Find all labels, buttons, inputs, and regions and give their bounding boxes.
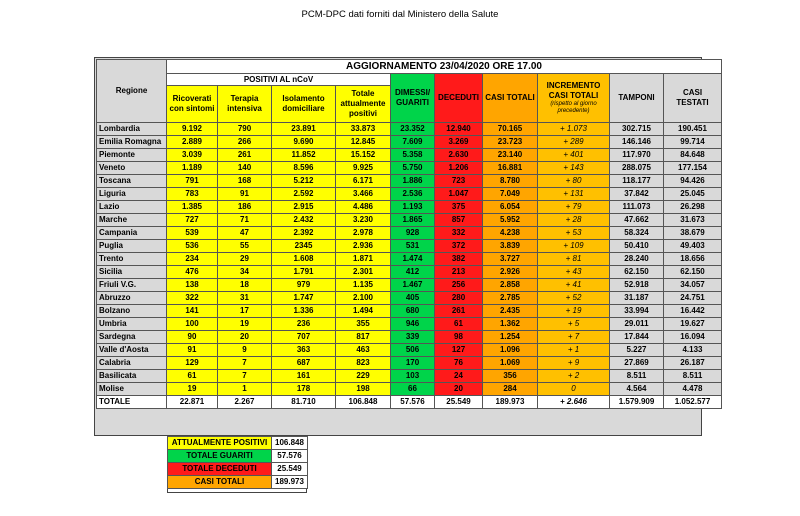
cell-isolamento: 178 <box>272 383 336 396</box>
table-row <box>97 253 722 266</box>
cell-isolamento: 979 <box>272 279 336 292</box>
cell-isolamento: 1.791 <box>272 266 336 279</box>
cell-terapia: 266 <box>218 136 272 149</box>
cell-tamponi: 4.564 <box>610 383 664 396</box>
cell-totale: 198 <box>336 383 391 396</box>
cell-ricoverati: 791 <box>167 175 218 188</box>
cell-totale: 2.978 <box>336 227 391 240</box>
cell-incremento: + 53 <box>538 227 610 240</box>
cell-dimessi: 1.886 <box>391 175 435 188</box>
cell-isolamento: 236 <box>272 318 336 331</box>
table-row <box>97 266 722 279</box>
table-row <box>97 305 722 318</box>
total-row <box>97 396 722 409</box>
summary-value: 25.549 <box>272 463 308 476</box>
cell-tamponi: 302.715 <box>610 123 664 136</box>
cell-isolamento: 2.592 <box>272 188 336 201</box>
total-testati: 1.052.577 <box>664 396 722 409</box>
cell-incremento: + 79 <box>538 201 610 214</box>
cell-testati: 94.426 <box>664 175 722 188</box>
cell-dimessi: 23.352 <box>391 123 435 136</box>
cell-deceduti: 2.630 <box>435 149 483 162</box>
cell-isolamento: 2345 <box>272 240 336 253</box>
table-row <box>97 240 722 253</box>
cell-terapia: 1 <box>218 383 272 396</box>
total-isolamento: 81.710 <box>272 396 336 409</box>
cell-regione: Liguria <box>97 188 167 201</box>
cell-dimessi: 506 <box>391 344 435 357</box>
cell-dimessi: 1.193 <box>391 201 435 214</box>
cell-casi: 3.727 <box>483 253 538 266</box>
cell-isolamento: 1.608 <box>272 253 336 266</box>
cell-totale: 3.230 <box>336 214 391 227</box>
cell-isolamento: 707 <box>272 331 336 344</box>
cell-totale: 6.171 <box>336 175 391 188</box>
cell-regione: Veneto <box>97 162 167 175</box>
cell-ricoverati: 476 <box>167 266 218 279</box>
cell-casi: 4.238 <box>483 227 538 240</box>
header-tamponi: TAMPONI <box>610 74 664 123</box>
cell-ricoverati: 61 <box>167 370 218 383</box>
cell-dimessi: 405 <box>391 292 435 305</box>
header-dimessi: DIMESSI/ GUARITI <box>391 74 435 123</box>
cell-ricoverati: 783 <box>167 188 218 201</box>
cell-casi: 1.254 <box>483 331 538 344</box>
header-positivi-group: POSITIVI AL nCoV <box>167 74 391 86</box>
cell-totale: 1.871 <box>336 253 391 266</box>
cell-terapia: 19 <box>218 318 272 331</box>
cell-totale: 15.152 <box>336 149 391 162</box>
cell-dimessi: 1.865 <box>391 214 435 227</box>
cell-incremento: + 401 <box>538 149 610 162</box>
cell-ricoverati: 9.192 <box>167 123 218 136</box>
cell-tamponi: 117.970 <box>610 149 664 162</box>
summary-value: 189.973 <box>272 476 308 489</box>
header-regione: Regione <box>97 60 167 123</box>
summary-row <box>168 437 308 450</box>
cell-dimessi: 531 <box>391 240 435 253</box>
cell-tamponi: 118.177 <box>610 175 664 188</box>
cell-dimessi: 7.609 <box>391 136 435 149</box>
total-ricoverati: 22.871 <box>167 396 218 409</box>
header-isolamento: Isolamento domiciliare <box>272 86 336 123</box>
cell-dimessi: 2.536 <box>391 188 435 201</box>
cell-tamponi: 5.227 <box>610 344 664 357</box>
total-casi: 189.973 <box>483 396 538 409</box>
cell-totale: 2.936 <box>336 240 391 253</box>
cell-tamponi: 288.075 <box>610 162 664 175</box>
cell-casi: 70.165 <box>483 123 538 136</box>
cell-dimessi: 928 <box>391 227 435 240</box>
cell-dimessi: 5.750 <box>391 162 435 175</box>
cell-deceduti: 857 <box>435 214 483 227</box>
total-tamponi: 1.579.909 <box>610 396 664 409</box>
cell-regione: Molise <box>97 383 167 396</box>
cell-isolamento: 8.596 <box>272 162 336 175</box>
cell-regione: Sicilia <box>97 266 167 279</box>
cell-totale: 817 <box>336 331 391 344</box>
cell-tamponi: 33.994 <box>610 305 664 318</box>
cell-dimessi: 103 <box>391 370 435 383</box>
cell-incremento: + 1 <box>538 344 610 357</box>
cell-terapia: 261 <box>218 149 272 162</box>
cell-incremento: + 143 <box>538 162 610 175</box>
cell-testati: 18.656 <box>664 253 722 266</box>
cell-testati: 26.298 <box>664 201 722 214</box>
cell-testati: 19.627 <box>664 318 722 331</box>
cell-deceduti: 375 <box>435 201 483 214</box>
cell-incremento: + 109 <box>538 240 610 253</box>
total-totale: 106.848 <box>336 396 391 409</box>
cell-deceduti: 261 <box>435 305 483 318</box>
cell-deceduti: 1.047 <box>435 188 483 201</box>
cell-testati: 16.442 <box>664 305 722 318</box>
cell-deceduti: 61 <box>435 318 483 331</box>
table-row <box>97 331 722 344</box>
cell-regione: Calabria <box>97 357 167 370</box>
cell-terapia: 91 <box>218 188 272 201</box>
cell-terapia: 790 <box>218 123 272 136</box>
cell-testati: 34.057 <box>664 279 722 292</box>
cell-dimessi: 339 <box>391 331 435 344</box>
cell-regione: Valle d'Aosta <box>97 344 167 357</box>
cell-terapia: 71 <box>218 214 272 227</box>
cell-regione: Piemonte <box>97 149 167 162</box>
summary-row <box>168 476 308 489</box>
cell-casi: 356 <box>483 370 538 383</box>
cell-totale: 463 <box>336 344 391 357</box>
cell-totale: 12.845 <box>336 136 391 149</box>
total-deceduti: 25.549 <box>435 396 483 409</box>
table-row <box>97 214 722 227</box>
cell-tamponi: 47.662 <box>610 214 664 227</box>
cell-totale: 2.100 <box>336 292 391 305</box>
cell-totale: 1.494 <box>336 305 391 318</box>
cell-terapia: 168 <box>218 175 272 188</box>
table-row <box>97 344 722 357</box>
table-row <box>97 201 722 214</box>
cell-ricoverati: 100 <box>167 318 218 331</box>
cell-incremento: + 28 <box>538 214 610 227</box>
cell-regione: Lazio <box>97 201 167 214</box>
cell-regione: Lombardia <box>97 123 167 136</box>
cell-incremento: + 9 <box>538 357 610 370</box>
table-row <box>97 123 722 136</box>
cell-casi: 1.362 <box>483 318 538 331</box>
cell-terapia: 18 <box>218 279 272 292</box>
total-incremento: + 2.646 <box>538 396 610 409</box>
table-row <box>97 162 722 175</box>
cell-tamponi: 50.410 <box>610 240 664 253</box>
cell-casi: 16.881 <box>483 162 538 175</box>
cell-regione: Umbria <box>97 318 167 331</box>
cell-tamponi: 146.146 <box>610 136 664 149</box>
header-incremento-label: INCREMENTO CASI TOTALI <box>546 81 601 100</box>
cell-incremento: + 52 <box>538 292 610 305</box>
cell-totale: 229 <box>336 370 391 383</box>
cell-terapia: 140 <box>218 162 272 175</box>
cell-tamponi: 28.240 <box>610 253 664 266</box>
table-row <box>97 279 722 292</box>
header-terapia: Terapia intensiva <box>218 86 272 123</box>
cell-incremento: + 131 <box>538 188 610 201</box>
summary-row <box>168 463 308 476</box>
cell-ricoverati: 322 <box>167 292 218 305</box>
summary-row <box>168 450 308 463</box>
cell-ricoverati: 1.385 <box>167 201 218 214</box>
covid-data-table <box>96 59 722 409</box>
cell-ricoverati: 91 <box>167 344 218 357</box>
cell-tamponi: 62.150 <box>610 266 664 279</box>
header-casi-testati: CASI TESTATI <box>664 74 722 123</box>
cell-deceduti: 280 <box>435 292 483 305</box>
cell-isolamento: 9.690 <box>272 136 336 149</box>
cell-testati: 26.187 <box>664 357 722 370</box>
cell-ricoverati: 2.889 <box>167 136 218 149</box>
header-incremento-sub: (rispetto al giorno precedente) <box>550 101 597 114</box>
cell-terapia: 7 <box>218 357 272 370</box>
cell-incremento: + 80 <box>538 175 610 188</box>
cell-testati: 31.673 <box>664 214 722 227</box>
cell-isolamento: 687 <box>272 357 336 370</box>
header-incremento <box>538 74 610 123</box>
cell-tamponi: 29.011 <box>610 318 664 331</box>
cell-terapia: 34 <box>218 266 272 279</box>
cell-ricoverati: 727 <box>167 214 218 227</box>
cell-ricoverati: 19 <box>167 383 218 396</box>
cell-ricoverati: 3.039 <box>167 149 218 162</box>
cell-testati: 84.648 <box>664 149 722 162</box>
cell-testati: 4.133 <box>664 344 722 357</box>
table-row <box>97 292 722 305</box>
cell-incremento: + 19 <box>538 305 610 318</box>
cell-terapia: 186 <box>218 201 272 214</box>
cell-deceduti: 382 <box>435 253 483 266</box>
cell-regione: Campania <box>97 227 167 240</box>
page-title: PCM-DPC dati forniti dal Ministero della Salute <box>301 9 499 20</box>
cell-testati: 8.511 <box>664 370 722 383</box>
total-terapia: 2.267 <box>218 396 272 409</box>
cell-terapia: 31 <box>218 292 272 305</box>
cell-deceduti: 372 <box>435 240 483 253</box>
cell-deceduti: 256 <box>435 279 483 292</box>
cell-isolamento: 11.852 <box>272 149 336 162</box>
cell-deceduti: 213 <box>435 266 483 279</box>
cell-dimessi: 680 <box>391 305 435 318</box>
cell-terapia: 17 <box>218 305 272 318</box>
cell-dimessi: 5.358 <box>391 149 435 162</box>
summary-label: TOTALE DECEDUTI <box>168 463 272 476</box>
cell-deceduti: 332 <box>435 227 483 240</box>
cell-terapia: 29 <box>218 253 272 266</box>
cell-testati: 25.045 <box>664 188 722 201</box>
cell-incremento: + 289 <box>538 136 610 149</box>
cell-regione: Abruzzo <box>97 292 167 305</box>
header-ricoverati: Ricoverati con sintomi <box>167 86 218 123</box>
cell-tamponi: 58.324 <box>610 227 664 240</box>
summary-label: TOTALE GUARITI <box>168 450 272 463</box>
total-regione: TOTALE <box>97 396 167 409</box>
cell-deceduti: 98 <box>435 331 483 344</box>
cell-isolamento: 1.336 <box>272 305 336 318</box>
cell-casi: 6.054 <box>483 201 538 214</box>
cell-terapia: 7 <box>218 370 272 383</box>
cell-incremento: + 41 <box>538 279 610 292</box>
cell-regione: Marche <box>97 214 167 227</box>
cell-casi: 5.952 <box>483 214 538 227</box>
cell-deceduti: 1.206 <box>435 162 483 175</box>
cell-ricoverati: 539 <box>167 227 218 240</box>
cell-casi: 3.839 <box>483 240 538 253</box>
cell-isolamento: 1.747 <box>272 292 336 305</box>
cell-deceduti: 127 <box>435 344 483 357</box>
cell-regione: Bolzano <box>97 305 167 318</box>
cell-regione: Trento <box>97 253 167 266</box>
summary-label: CASI TOTALI <box>168 476 272 489</box>
cell-tamponi: 52.918 <box>610 279 664 292</box>
cell-totale: 9.925 <box>336 162 391 175</box>
cell-testati: 16.094 <box>664 331 722 344</box>
cell-testati: 38.679 <box>664 227 722 240</box>
table-row <box>97 149 722 162</box>
cell-deceduti: 20 <box>435 383 483 396</box>
cell-dimessi: 1.474 <box>391 253 435 266</box>
cell-incremento: + 2 <box>538 370 610 383</box>
cell-incremento: + 81 <box>538 253 610 266</box>
cell-tamponi: 111.073 <box>610 201 664 214</box>
table-row <box>97 136 722 149</box>
cell-ricoverati: 141 <box>167 305 218 318</box>
cell-isolamento: 23.891 <box>272 123 336 136</box>
cell-totale: 4.486 <box>336 201 391 214</box>
header-deceduti: DECEDUTI <box>435 74 483 123</box>
cell-incremento: 0 <box>538 383 610 396</box>
cell-totale: 823 <box>336 357 391 370</box>
cell-totale: 2.301 <box>336 266 391 279</box>
table-row <box>97 227 722 240</box>
cell-casi: 284 <box>483 383 538 396</box>
cell-casi: 8.780 <box>483 175 538 188</box>
header-totale-positivi: Totale attualmente positivi <box>336 86 391 123</box>
table-row <box>97 370 722 383</box>
cell-regione: Sardegna <box>97 331 167 344</box>
cell-dimessi: 1.467 <box>391 279 435 292</box>
cell-terapia: 55 <box>218 240 272 253</box>
cell-testati: 99.714 <box>664 136 722 149</box>
cell-ricoverati: 234 <box>167 253 218 266</box>
cell-totale: 1.135 <box>336 279 391 292</box>
cell-ricoverati: 129 <box>167 357 218 370</box>
table-row <box>97 175 722 188</box>
cell-casi: 2.926 <box>483 266 538 279</box>
cell-deceduti: 3.269 <box>435 136 483 149</box>
cell-tamponi: 37.842 <box>610 188 664 201</box>
cell-isolamento: 2.915 <box>272 201 336 214</box>
cell-casi: 2.858 <box>483 279 538 292</box>
cell-casi: 7.049 <box>483 188 538 201</box>
summary-label: ATTUALMENTE POSITIVI <box>168 437 272 450</box>
cell-ricoverati: 90 <box>167 331 218 344</box>
table-row <box>97 357 722 370</box>
table-row <box>97 188 722 201</box>
cell-terapia: 20 <box>218 331 272 344</box>
cell-dimessi: 66 <box>391 383 435 396</box>
summary-value: 57.576 <box>272 450 308 463</box>
cell-incremento: + 43 <box>538 266 610 279</box>
cell-testati: 49.403 <box>664 240 722 253</box>
cell-tamponi: 8.511 <box>610 370 664 383</box>
cell-testati: 62.150 <box>664 266 722 279</box>
cell-testati: 177.154 <box>664 162 722 175</box>
cell-regione: Emilia Romagna <box>97 136 167 149</box>
cell-deceduti: 24 <box>435 370 483 383</box>
cell-regione: Puglia <box>97 240 167 253</box>
cell-regione: Friuli V.G. <box>97 279 167 292</box>
cell-regione: Toscana <box>97 175 167 188</box>
cell-isolamento: 5.212 <box>272 175 336 188</box>
table-row <box>97 318 722 331</box>
cell-deceduti: 12.940 <box>435 123 483 136</box>
cell-casi: 1.069 <box>483 357 538 370</box>
cell-terapia: 47 <box>218 227 272 240</box>
cell-casi: 23.723 <box>483 136 538 149</box>
cell-incremento: + 7 <box>538 331 610 344</box>
cell-tamponi: 27.869 <box>610 357 664 370</box>
cell-testati: 190.451 <box>664 123 722 136</box>
cell-totale: 355 <box>336 318 391 331</box>
cell-tamponi: 31.187 <box>610 292 664 305</box>
cell-deceduti: 76 <box>435 357 483 370</box>
total-dimessi: 57.576 <box>391 396 435 409</box>
cell-casi: 23.140 <box>483 149 538 162</box>
cell-totale: 3.466 <box>336 188 391 201</box>
cell-isolamento: 2.432 <box>272 214 336 227</box>
cell-isolamento: 363 <box>272 344 336 357</box>
cell-incremento: + 5 <box>538 318 610 331</box>
summary-table <box>167 436 308 489</box>
cell-isolamento: 161 <box>272 370 336 383</box>
cell-tamponi: 17.844 <box>610 331 664 344</box>
cell-dimessi: 412 <box>391 266 435 279</box>
cell-casi: 2.435 <box>483 305 538 318</box>
header-casi-totali: CASI TOTALI <box>483 74 538 123</box>
cell-totale: 33.873 <box>336 123 391 136</box>
cell-ricoverati: 536 <box>167 240 218 253</box>
cell-testati: 4.478 <box>664 383 722 396</box>
cell-ricoverati: 138 <box>167 279 218 292</box>
table-row <box>97 383 722 396</box>
cell-incremento: + 1.073 <box>538 123 610 136</box>
cell-terapia: 9 <box>218 344 272 357</box>
update-banner: AGGIORNAMENTO 23/04/2020 ORE 17.00 <box>167 60 722 74</box>
cell-dimessi: 946 <box>391 318 435 331</box>
summary-value: 106.848 <box>272 437 308 450</box>
cell-isolamento: 2.392 <box>272 227 336 240</box>
cell-casi: 1.096 <box>483 344 538 357</box>
cell-testati: 24.751 <box>664 292 722 305</box>
cell-regione: Basilicata <box>97 370 167 383</box>
cell-casi: 2.785 <box>483 292 538 305</box>
cell-ricoverati: 1.189 <box>167 162 218 175</box>
cell-dimessi: 170 <box>391 357 435 370</box>
cell-deceduti: 723 <box>435 175 483 188</box>
